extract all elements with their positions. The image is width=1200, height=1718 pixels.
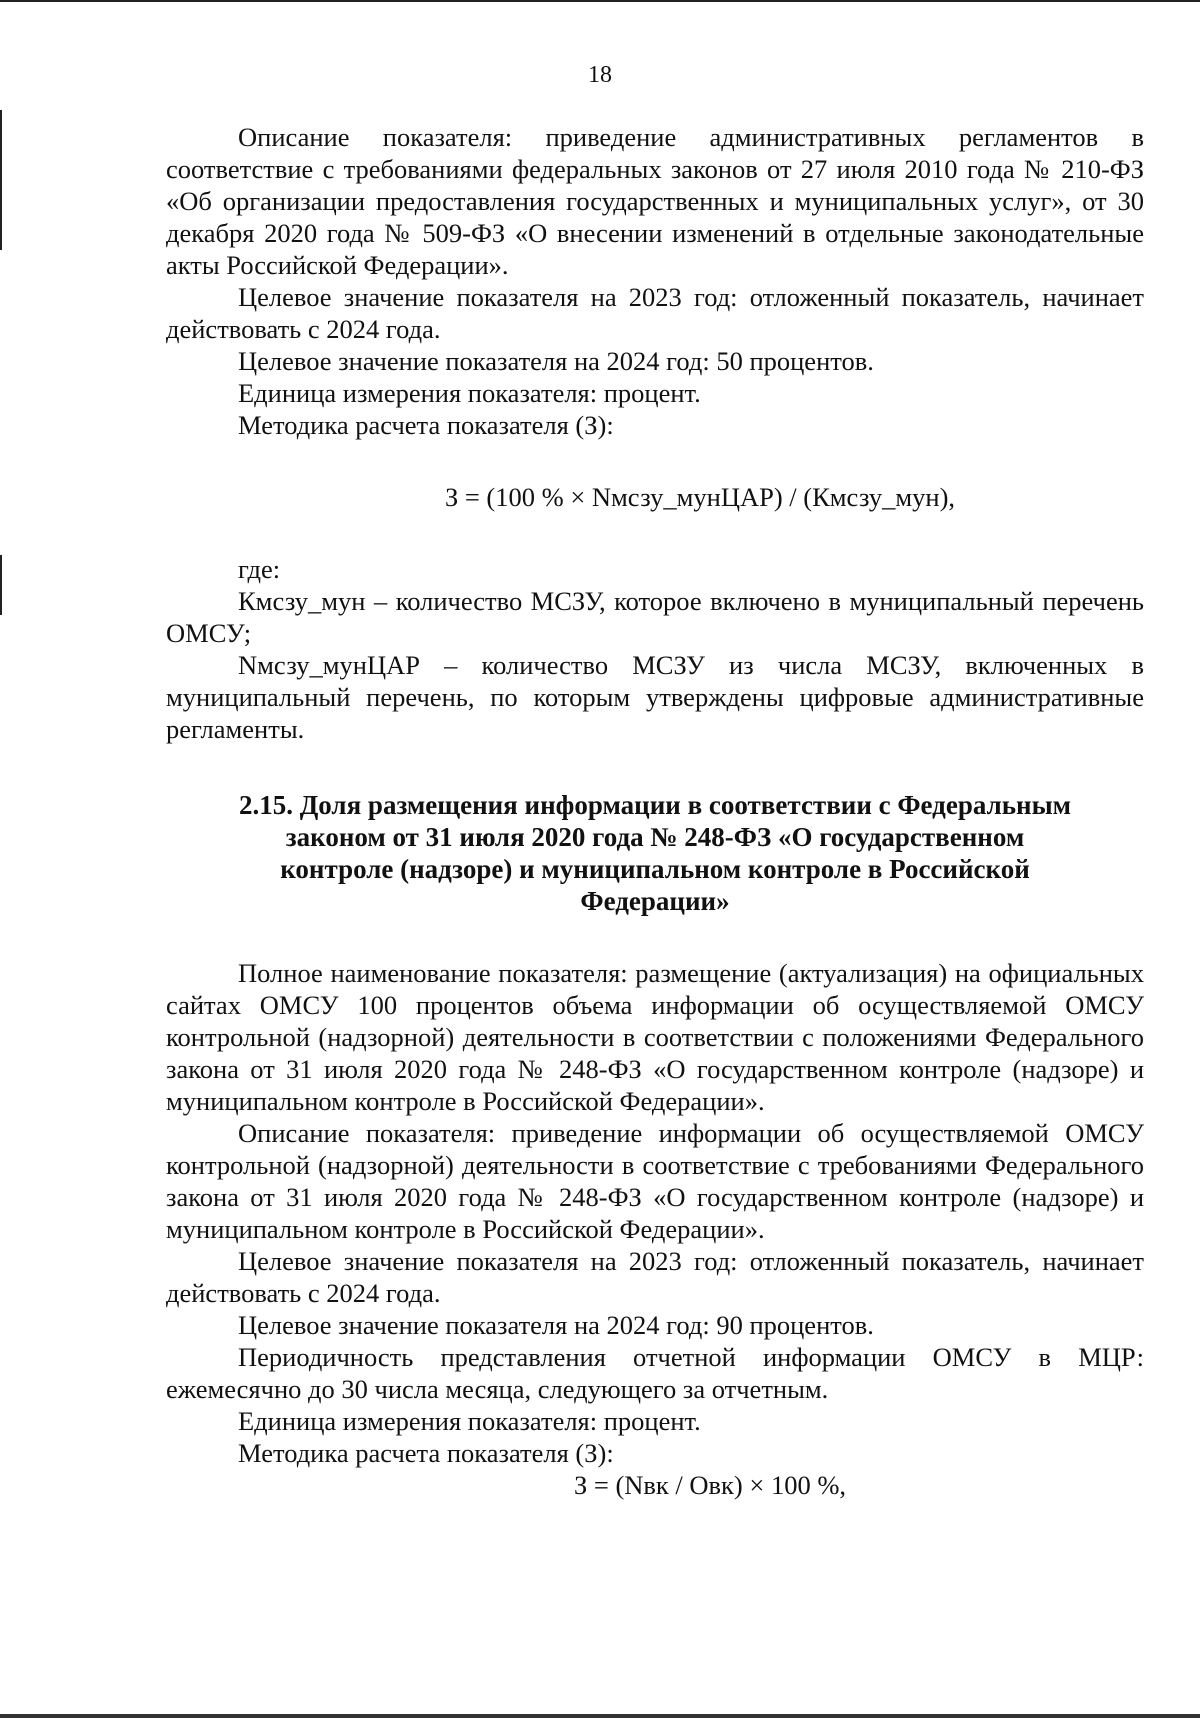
paragraph-definition-n: Nмсзу_мунЦАР – количество МСЗУ из числа МСЗУ, включенных в муниципальный перечень, по которым утверждены цифровые административные регламенты. bbox=[166, 650, 1144, 744]
paragraph-periodicity: Периодичность представления отчетной информации ОМСУ в МЦР: ежемесячно до 30 числа месяца, следующего за отчетным. bbox=[166, 1342, 1144, 1404]
scan-border-left bbox=[0, 555, 2, 615]
scan-border-left bbox=[0, 110, 2, 250]
document-body bbox=[166, 121, 1144, 1501]
page-number: 18 bbox=[588, 62, 612, 88]
paragraph-target-2024: Целевое значение показателя на 2024 год: 90 процентов. bbox=[238, 1310, 874, 1340]
formula: З = (Nвк / Овк) × 100 %, bbox=[573, 1470, 847, 1500]
paragraph-unit: Единица измерения показателя: процент. bbox=[238, 378, 701, 408]
paragraph-method: Методика расчета показателя (З): bbox=[238, 410, 614, 440]
paragraph-full-name: Полное наименование показателя: размещение (актуализация) на официальных сайтах ОМСУ 100 процентов объема информации об осуществляемой ОМСУ контрольной (надзорной) деятельности в соответствии с положениями Федерального закона от 31 июля 2020 года № 248-ФЗ «О государственном контроле (надзоре) и муниципальном контроле в Российской Федерации». bbox=[166, 958, 1144, 1116]
paragraph-target-2023: Целевое значение показателя на 2023 год: отложенный показатель, начинает действовать с 2024 года. bbox=[166, 282, 1144, 344]
paragraph-target-2023: Целевое значение показателя на 2023 год: отложенный показатель, начинает действовать с 2024 года. bbox=[166, 1246, 1144, 1308]
section-heading bbox=[166, 789, 1144, 917]
section-heading-line: законом от 31 июля 2020 года № 248-ФЗ «О государственном bbox=[285, 822, 1025, 852]
paragraph-target-2024: Целевое значение показателя на 2024 год: 50 процентов. bbox=[238, 346, 874, 376]
scan-border-bottom bbox=[0, 1714, 1200, 1718]
paragraph-where: где: bbox=[238, 554, 281, 584]
scan-border-top bbox=[0, 0, 1200, 2]
paragraph-description: Описание показателя: приведение административных регламентов в соответствие с требованиями федеральных законов от 27 июля 2010 года № 210-ФЗ «Об организации предоставления государственных и муниципальных услуг», от 30 декабря 2020 года № 509-ФЗ «О внесении изменений в отдельные законодательные акты Российской Федерации». bbox=[166, 122, 1144, 280]
section-heading-line: контроле (надзоре) и муниципальном контроле в Российской bbox=[280, 854, 1030, 884]
paragraph-definition-k: Кмсзу_мун – количество МСЗУ, которое включено в муниципальный перечень ОМСУ; bbox=[166, 586, 1144, 648]
section-heading-line: Федерации» bbox=[580, 886, 730, 916]
formula: З = (100 % × Nмсзу_мунЦАР) / (Кмсзу_мун), bbox=[444, 482, 956, 512]
section-heading-line: 2.15. Доля размещения информации в соответствии с Федеральным bbox=[238, 790, 1072, 820]
paragraph-description: Описание показателя: приведение информации об осуществляемой ОМСУ контрольной (надзорной) деятельности в соответствие с требованиями Федерального закона от 31 июля 2020 года № 248-ФЗ «О государственном контроле (надзоре) и муниципальном контроле в Российской Федерации». bbox=[166, 1118, 1144, 1244]
paragraph-method: Методика расчета показателя (З): bbox=[238, 1438, 614, 1468]
paragraph-unit: Единица измерения показателя: процент. bbox=[238, 1406, 701, 1436]
